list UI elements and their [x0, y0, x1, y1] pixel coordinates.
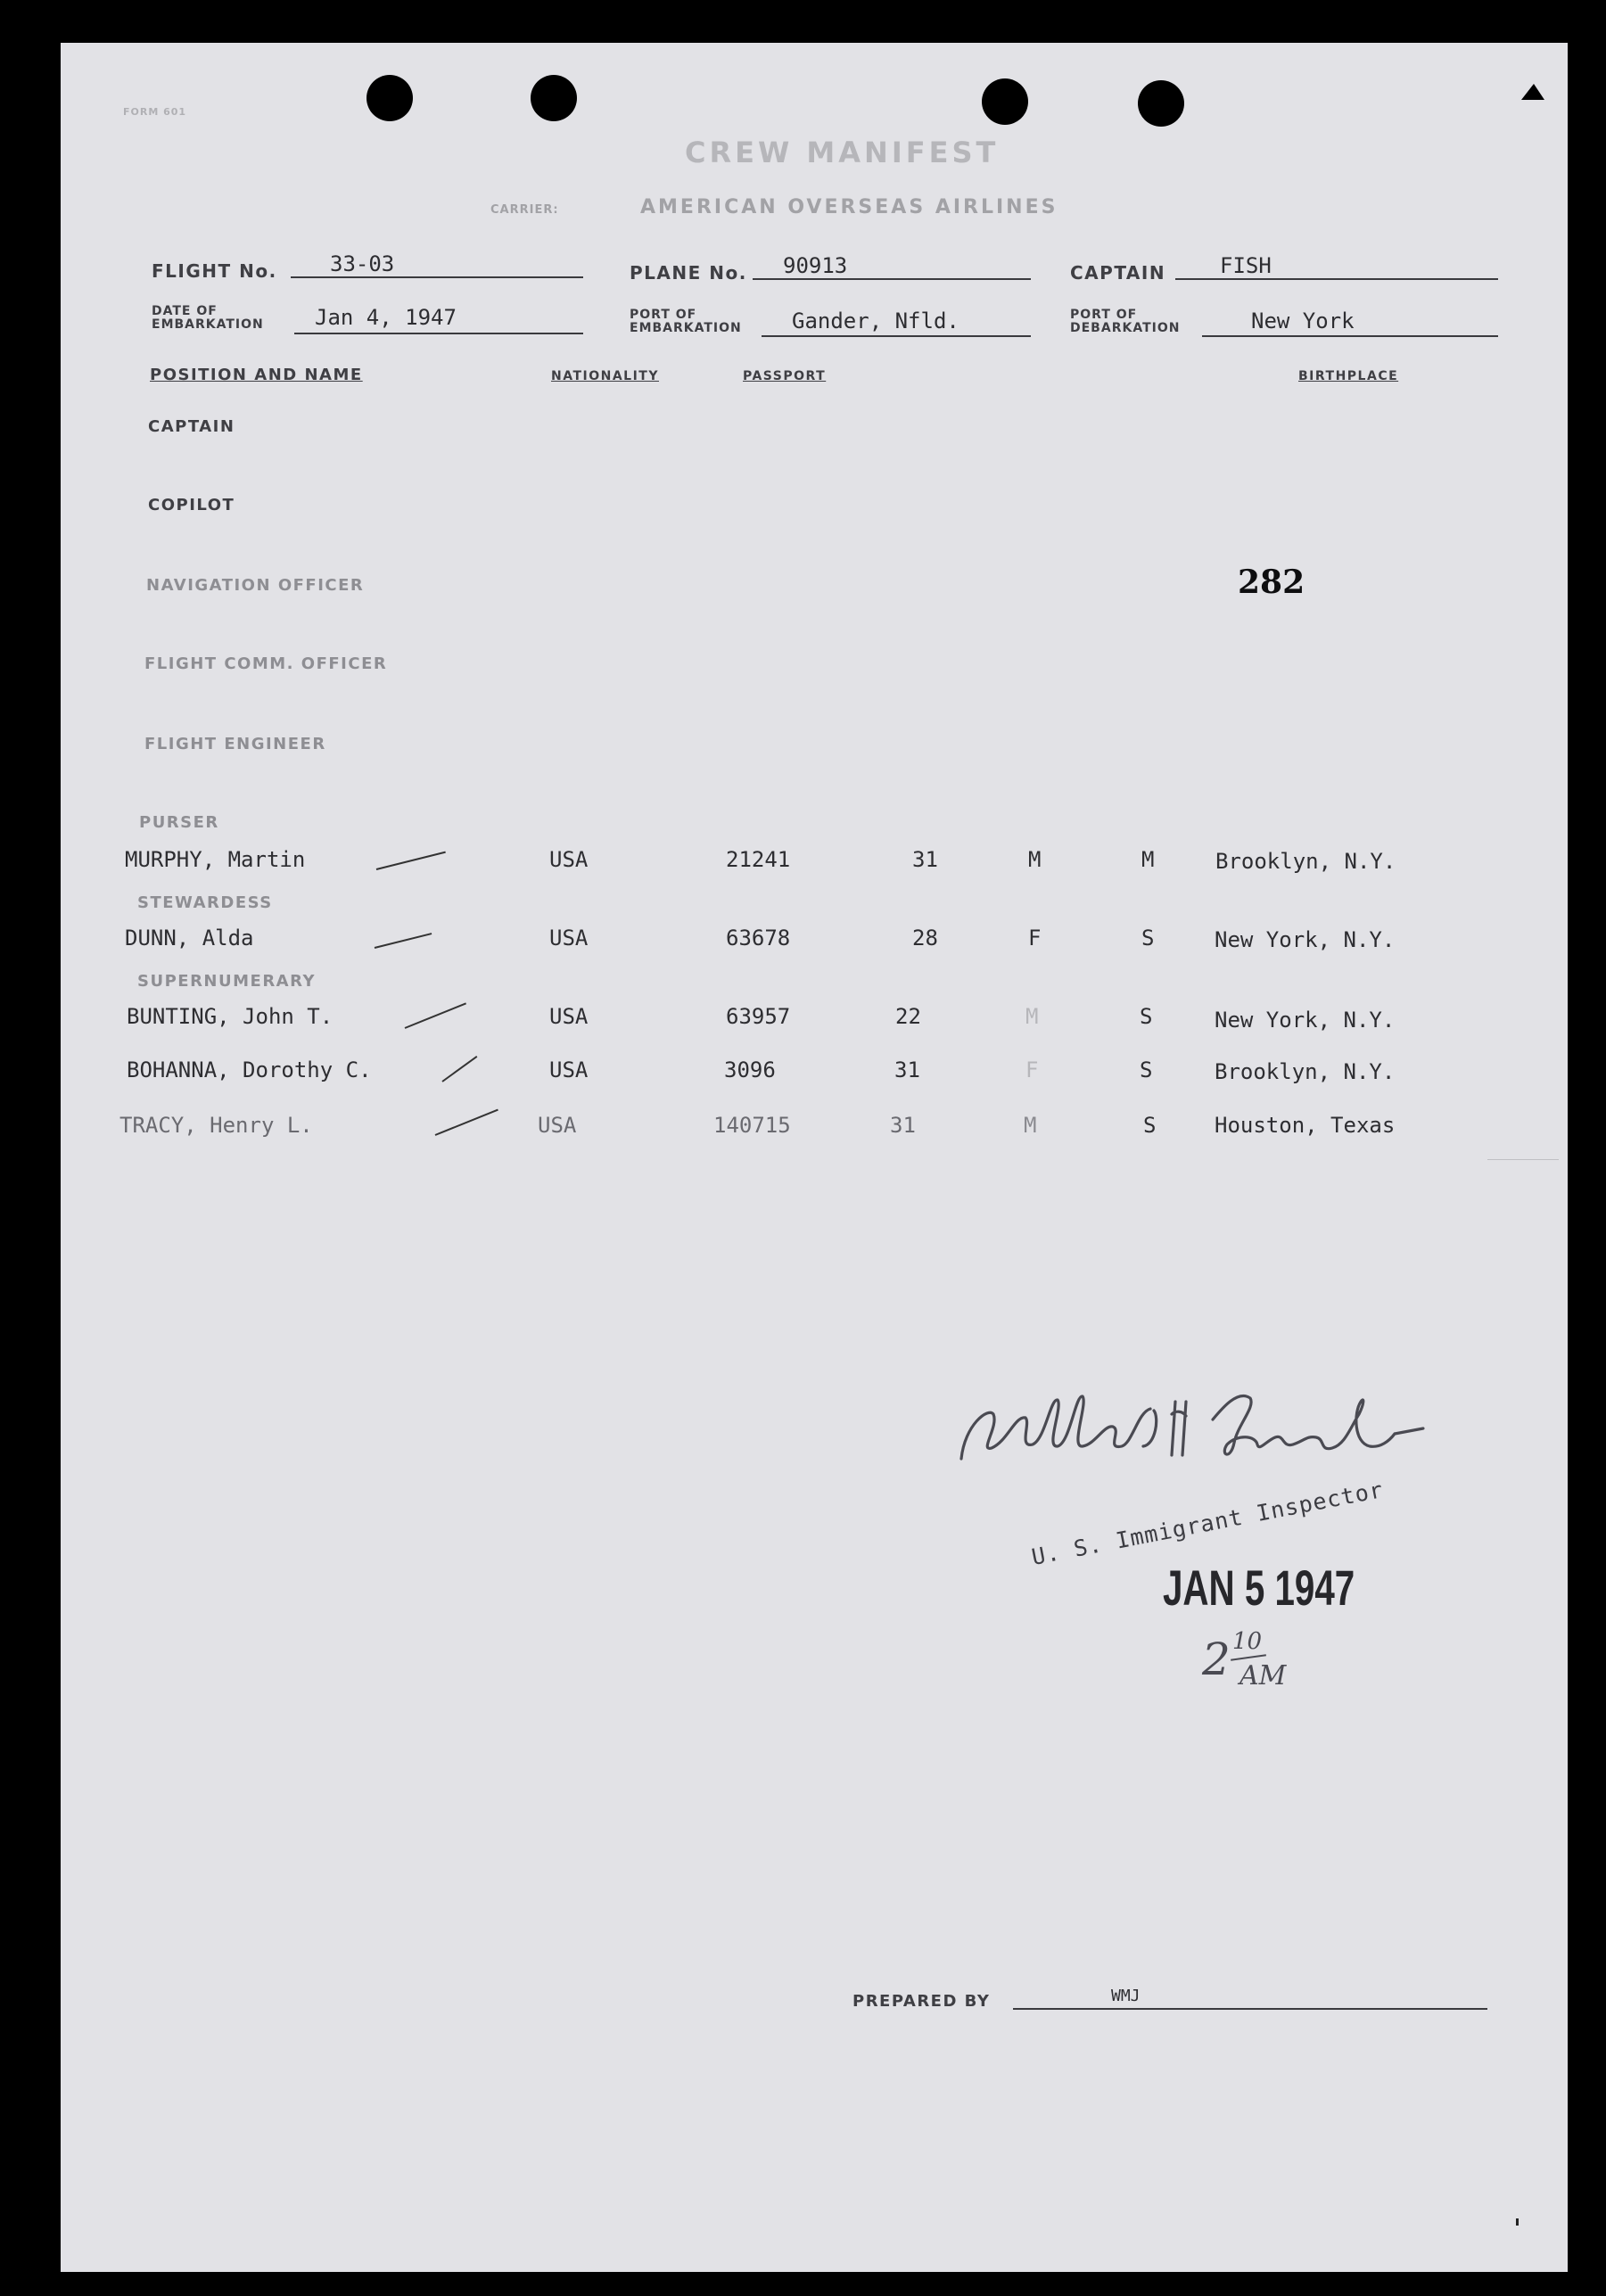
table-row	[61, 1057, 1568, 1090]
crew-birthplace: New York, N.Y.	[1215, 927, 1396, 952]
inspector-time-minutes: 10	[1232, 1628, 1263, 1655]
crew-marital: M	[1141, 847, 1155, 872]
crew-birthplace: New York, N.Y.	[1215, 1008, 1396, 1033]
position-captain: CAPTAIN	[148, 417, 235, 436]
table-row	[61, 926, 1568, 958]
punch-hole	[531, 75, 577, 121]
inspector-signature	[952, 1362, 1434, 1469]
table-row	[61, 1004, 1568, 1036]
column-header-passport: PASSPORT	[743, 369, 827, 383]
crew-sex: F	[1025, 1057, 1039, 1082]
crew-age: 31	[912, 847, 938, 872]
crew-age: 31	[890, 1113, 916, 1138]
inspector-time-ampm: AM	[1240, 1660, 1287, 1691]
crew-age: 31	[894, 1057, 920, 1082]
prepared-by-value: WMJ	[1111, 1987, 1141, 2005]
crew-passport: 63957	[726, 1004, 791, 1029]
column-header-position: POSITION AND NAME	[150, 366, 363, 384]
position-supernumerary: SUPERNUMERARY	[137, 972, 317, 991]
position-purser: PURSER	[139, 813, 219, 832]
position-copilot: COPILOT	[148, 496, 235, 514]
column-header-birthplace: BIRTHPLACE	[1298, 369, 1399, 383]
manifest-page	[61, 43, 1568, 2272]
crew-nationality: USA	[549, 847, 589, 872]
position-stewardess: STEWARDESS	[137, 893, 273, 912]
corner-mark-icon	[1514, 78, 1550, 105]
captain-value: FISH	[1220, 253, 1272, 278]
crew-passport: 21241	[726, 847, 791, 872]
port-of-debarkation-value: New York	[1251, 309, 1355, 333]
table-row	[61, 1113, 1568, 1145]
plane-number-value: 90913	[783, 253, 848, 278]
column-header-nationality: NATIONALITY	[551, 369, 659, 383]
crew-marital: S	[1140, 1004, 1153, 1029]
page-number: 282	[1238, 564, 1305, 601]
prepared-by-label: PREPARED BY	[852, 1992, 991, 2011]
punch-hole	[982, 78, 1028, 125]
carrier-label: CARRIER:	[490, 203, 559, 217]
punch-hole	[366, 75, 413, 121]
port-of-embarkation-value: Gander, Nfld.	[792, 309, 959, 333]
inspector-time-hour: 2	[1202, 1634, 1231, 1685]
page-title: CREW MANIFEST	[685, 136, 1000, 169]
crew-nationality: USA	[538, 1113, 577, 1138]
crew-passport: 3096	[724, 1057, 776, 1082]
inspector-stamp-date: JAN 5 1947	[1163, 1559, 1355, 1616]
flight-number-label: FLIGHT No.	[152, 260, 277, 282]
crew-sex: M	[1024, 1113, 1037, 1138]
crew-marital: S	[1140, 1057, 1153, 1082]
form-number: FORM 601	[123, 106, 187, 118]
crew-name: MURPHY, Martin	[125, 847, 306, 872]
crew-name: DUNN, Alda	[125, 926, 254, 950]
crew-birthplace: Brooklyn, N.Y.	[1215, 849, 1396, 874]
crew-sex: M	[1028, 847, 1042, 872]
crew-sex: M	[1025, 1004, 1039, 1029]
crew-age: 28	[912, 926, 938, 950]
crew-marital: S	[1143, 1113, 1157, 1138]
crew-name: BOHANNA, Dorothy C.	[127, 1057, 372, 1082]
crew-name: TRACY, Henry L.	[119, 1113, 313, 1138]
position-flight-engineer: FLIGHT ENGINEER	[144, 735, 326, 753]
crew-sex: F	[1028, 926, 1042, 950]
flight-number-value: 33-03	[330, 251, 395, 276]
inspector-signature-text: Willard H. Howard	[952, 1362, 959, 1363]
position-navigation-officer: NAVIGATION OFFICER	[146, 576, 365, 595]
crew-marital: S	[1141, 926, 1155, 950]
carrier-name: AMERICAN OVERSEAS AIRLINES	[640, 196, 1058, 218]
port-of-embarkation-label: PORT OF EMBARKATION	[630, 308, 742, 335]
port-of-debarkation-label: PORT OF DEBARKATION	[1070, 308, 1181, 335]
table-row	[61, 847, 1568, 879]
crew-nationality: USA	[549, 1057, 589, 1082]
crew-birthplace: Houston, Texas	[1215, 1113, 1396, 1138]
crew-birthplace: Brooklyn, N.Y.	[1215, 1059, 1396, 1084]
crew-nationality: USA	[549, 926, 589, 950]
inspector-time	[1202, 1628, 1327, 1699]
date-of-embarkation-label: DATE OF EMBARKATION	[152, 304, 264, 332]
date-of-embarkation-value: Jan 4, 1947	[315, 305, 457, 330]
crew-passport: 140715	[713, 1113, 791, 1138]
crew-nationality: USA	[549, 1004, 589, 1029]
inspector-title: U. S. Immigrant Inspector	[1029, 1476, 1386, 1570]
crew-passport: 63678	[726, 926, 791, 950]
crew-name: BUNTING, John T.	[127, 1004, 334, 1029]
plane-number-label: PLANE No.	[630, 262, 747, 284]
crew-age: 22	[895, 1004, 921, 1029]
captain-label: CAPTAIN	[1070, 262, 1166, 284]
punch-hole	[1138, 80, 1184, 127]
position-flight-comm-officer: FLIGHT COMM. OFFICER	[144, 654, 388, 673]
